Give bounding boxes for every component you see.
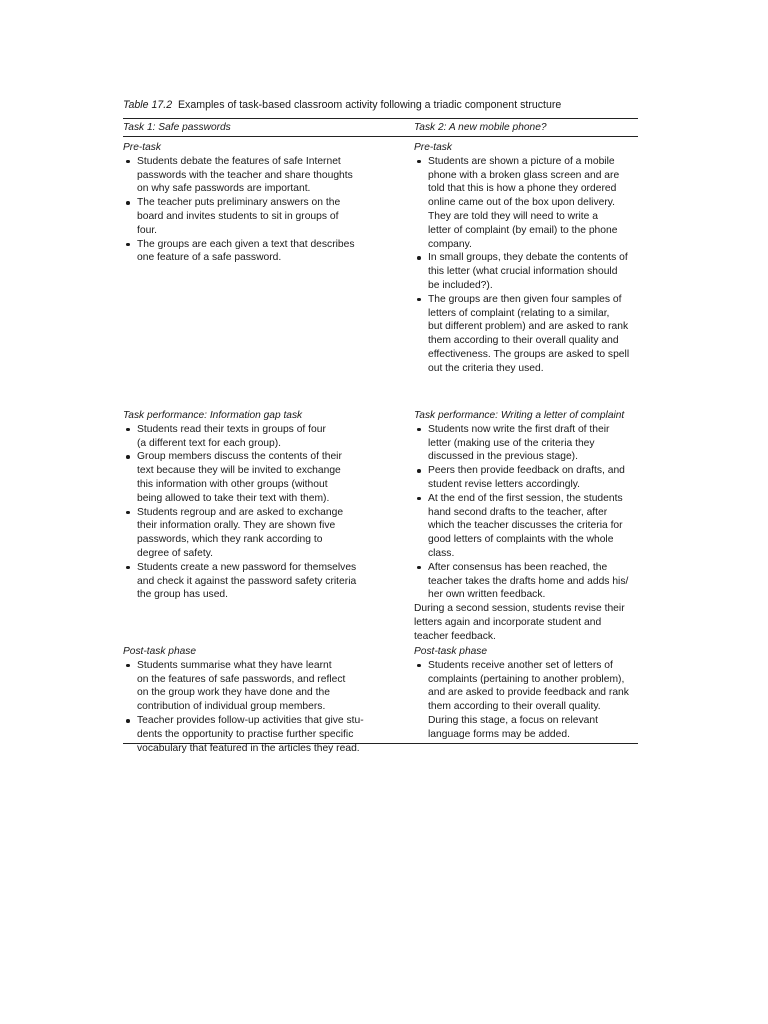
task1-pre-task xyxy=(123,141,411,265)
text-line: on the group work they have done and the xyxy=(137,687,330,699)
bullet-item xyxy=(414,464,638,492)
text-line: Students summarise what they have learnt xyxy=(137,659,332,671)
bullet-item xyxy=(123,659,411,714)
text-line: contribution of individual group members. xyxy=(137,701,326,713)
bullet-item xyxy=(414,492,638,561)
text-line: Students create a new password for themselves xyxy=(137,561,357,573)
text-line: Students now write the first draft of their xyxy=(428,423,610,435)
text-line: being allowed to take their text with them). xyxy=(137,492,330,504)
text-line: board and invites students to sit in groups of xyxy=(137,210,339,222)
text-line: on the features of safe passwords, and reflect xyxy=(137,673,346,685)
text-line: dents the opportunity to practise further specific xyxy=(137,728,354,740)
text-line: discussed in the previous stage). xyxy=(428,451,578,463)
bullet-item xyxy=(414,155,638,252)
text-line: their information orally. They are shown five xyxy=(137,520,336,532)
bullet-list xyxy=(414,155,638,376)
bullet-item xyxy=(123,155,411,196)
text-line: Students read their texts in groups of four xyxy=(137,423,326,435)
text-line: this information with other groups (without xyxy=(137,478,328,490)
phase-heading: Task performance: Writing a letter of complaint xyxy=(414,410,625,421)
phase-heading: Post-task phase xyxy=(123,646,197,657)
task1-performance xyxy=(123,409,411,602)
column-header-task1: Task 1: Safe passwords xyxy=(123,122,231,133)
session-note xyxy=(414,602,638,643)
text-line: phone with a broken glass screen and are xyxy=(428,169,620,181)
text-line: The teacher puts preliminary answers on the xyxy=(137,197,341,209)
task2-post-task xyxy=(414,645,638,742)
text-line: effectiveness. The groups are asked to spell xyxy=(428,348,630,360)
text-line: text because they will be invited to exchange xyxy=(137,465,341,477)
text-line: passwords, which they rank according to xyxy=(137,534,323,546)
text-line: The groups are each given a text that describes xyxy=(137,238,355,250)
text-line: but different problem) and are asked to rank xyxy=(428,321,629,333)
text-line: vocabulary that featured in the articles they read. xyxy=(137,742,360,754)
caption-label: Table 17.2 xyxy=(123,99,173,111)
text-line: four. xyxy=(137,224,158,236)
text-line: them according to their overall quality. xyxy=(428,701,601,713)
bullet-list xyxy=(414,423,638,602)
column-header-task2: Task 2: A new mobile phone? xyxy=(414,122,547,133)
text-line: Teacher provides follow-up activities that give stu- xyxy=(137,714,364,726)
bullet-list xyxy=(123,659,411,756)
text-line: one feature of a safe password. xyxy=(137,252,282,264)
text-line: her own written feedback. xyxy=(428,589,546,601)
text-line: degree of safety. xyxy=(137,547,213,559)
bullet-item xyxy=(123,714,411,755)
text-line: They are told they will need to write a xyxy=(428,210,598,222)
phase-heading: Task performance: Information gap task xyxy=(123,410,303,421)
text-line: letter of complaint (by email) to the phone xyxy=(428,224,618,236)
text-line: After consensus has been reached, the xyxy=(428,561,608,573)
bullet-item xyxy=(414,659,638,742)
text-line: them according to their overall quality and xyxy=(428,335,619,347)
bullet-list xyxy=(123,423,411,602)
task1-post-task xyxy=(123,645,411,755)
bullet-item xyxy=(123,450,411,505)
text-line: out the criteria they used. xyxy=(428,362,544,374)
bullet-item xyxy=(123,506,411,561)
bullet-list xyxy=(123,155,411,265)
text-line: letters again and incorporate student and xyxy=(414,616,602,628)
text-line: Group members discuss the contents of their xyxy=(137,451,342,463)
text-line: The groups are then given four samples of xyxy=(428,293,622,305)
text-line: and check it against the password safety criteria xyxy=(137,575,357,587)
text-line: complaints (pertaining to another problem), xyxy=(428,673,625,685)
bullet-item xyxy=(123,423,411,451)
bullet-item xyxy=(414,423,638,464)
text-line: be included?). xyxy=(428,279,493,291)
bullet-list xyxy=(414,659,638,742)
text-line: (a different text for each group). xyxy=(137,437,282,449)
text-line: language forms may be added. xyxy=(428,728,570,740)
text-line: class. xyxy=(428,547,455,559)
phase-heading: Pre-task xyxy=(123,142,161,153)
text-line: student revise letters accordingly. xyxy=(428,478,581,490)
bullet-item xyxy=(414,561,638,602)
text-line: teacher feedback. xyxy=(414,630,496,642)
bullet-item xyxy=(123,196,411,237)
text-line: During a second session, students revise their xyxy=(414,603,625,615)
text-line: which the teacher discusses the criteria for xyxy=(428,520,623,532)
text-line: on why safe passwords are important. xyxy=(137,183,311,195)
phase-heading: Post-task phase xyxy=(414,646,488,657)
text-line: this letter (what crucial information should xyxy=(428,266,618,278)
table-header-row xyxy=(123,119,638,136)
text-line: At the end of the first session, the students xyxy=(428,492,623,504)
text-line: Peers then provide feedback on drafts, and xyxy=(428,465,625,477)
table-body xyxy=(123,137,638,754)
caption-text: Examples of task-based classroom activity following a triadic component structure xyxy=(177,99,562,111)
text-line: company. xyxy=(428,238,472,250)
task2-pre-task xyxy=(414,141,638,376)
text-line: online came out of the box upon delivery. xyxy=(428,197,615,209)
text-line: letters of complaint (relating to a similar, xyxy=(428,307,610,319)
table-caption xyxy=(123,98,638,112)
text-line: the group has used. xyxy=(137,589,229,601)
text-line: Students are shown a picture of a mobile xyxy=(428,155,615,167)
text-line: and are asked to provide feedback and rank xyxy=(428,687,629,699)
text-line: letter (making use of the criteria they xyxy=(428,437,595,449)
text-line: In small groups, they debate the contents of xyxy=(428,252,628,264)
text-line: teacher takes the drafts home and adds his/ xyxy=(428,575,629,587)
bullet-item xyxy=(123,561,411,602)
task2-performance xyxy=(414,409,638,644)
task-table xyxy=(123,98,638,754)
text-line: good letters of complaints with the whole xyxy=(428,534,614,546)
bullet-item xyxy=(414,293,638,376)
bullet-item xyxy=(123,238,411,266)
bullet-item xyxy=(414,251,638,292)
text-line: told that this is how a phone they ordered xyxy=(428,183,617,195)
phase-heading: Pre-task xyxy=(414,142,452,153)
text-line: hand second drafts to the teacher, after xyxy=(428,506,608,518)
text-line: Students receive another set of letters of xyxy=(428,659,613,671)
text-line: passwords with the teacher and share thoughts xyxy=(137,169,353,181)
text-line: During this stage, a focus on relevant xyxy=(428,714,598,726)
text-line: Students debate the features of safe Internet xyxy=(137,155,341,167)
text-line: Students regroup and are asked to exchange xyxy=(137,506,344,518)
